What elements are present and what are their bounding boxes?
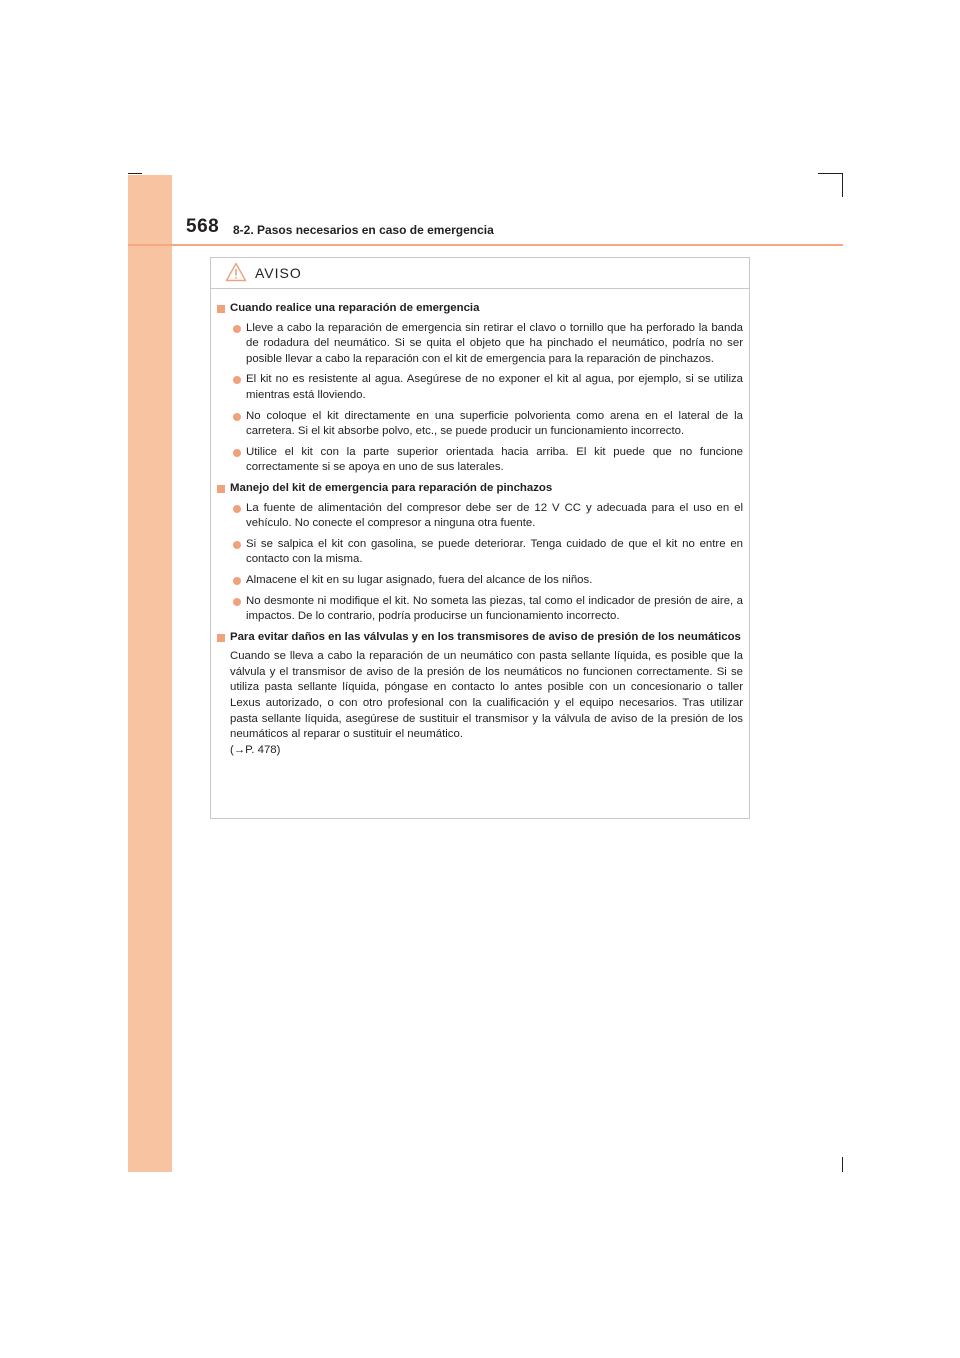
list-item-text: Almacene el kit en su lugar asignado, fuera del alcance de los niños.: [246, 573, 593, 586]
square-bullet-icon: [217, 305, 225, 313]
warning-box: [210, 257, 750, 819]
square-bullet-icon: [217, 485, 225, 493]
page-reference: (→P. 478): [230, 743, 281, 756]
list-item-text: Lleve a cabo la reparación de emergencia sin retirar el clavo o tornillo que ha perforado la banda de rodadura del neumático. Si se quita el objeto que ha pinchado el neumático, podría no ser posible llevar a cabo la reparación con el kit de emergencia para la reparación de pinchazos.: [246, 321, 743, 365]
list-item-text: Si se salpica el kit con gasolina, se puede deteriorar. Tenga cuidado de que el kit no entre en contacto con la misma.: [246, 537, 743, 566]
list-item-text: Utilice el kit con la parte superior orientada hacia arriba. El kit puede que no funcione correctamente si se apoya en uno de sus laterales.: [246, 445, 743, 474]
list-item-text: No desmonte ni modifique el kit. No someta las piezas, tal como el indicador de presión de aire, a impactos. De lo contrario, podría producirse un funcionamiento incorrecto.: [246, 594, 743, 623]
circle-bullet-icon: [233, 505, 241, 513]
section-title: 8-2. Pasos necesarios en caso de emergencia: [233, 223, 494, 237]
crop-mark-top-right-v: [842, 173, 843, 197]
circle-bullet-icon: [233, 413, 241, 421]
crop-mark-top-left: [128, 173, 142, 174]
list-item: [233, 409, 743, 440]
list-item: [233, 321, 743, 368]
list-item-text: El kit no es resistente al agua. Asegúrese de no exponer el kit al agua, por ejemplo, si se utiliza mientras está lloviendo.: [246, 373, 743, 401]
warning-paragraph: Cuando se lleva a cabo la reparación de un neumático con pasta sellante líquida, es posible que la válvula y el transmisor de aviso de la presión de los neumáticos no funcionen correctamente. Si se utiliza pasta sellante líquida, póngase en contacto lo antes posible con un concesionario o taller Lexus autorizado, o con otro profesional con la cualificación y el equipo necesarios. Tras utilizar pasta sellante líquida, asegúrese de sustituir el transmisor y la válvula de aviso de la presión de los neumáticos al reparar o sustituir el neumático.: [230, 650, 743, 741]
heading-text: Cuando realice una reparación de emergencia: [230, 302, 480, 314]
list-item-text: La fuente de alimentación del compresor debe ser de 12 V CC y adecuada para el uso en el vehículo. No conecte el compresor a ninguna otra fuente.: [246, 501, 743, 530]
list-item: [233, 372, 743, 403]
warning-triangle-icon: [225, 262, 247, 282]
list-item: [233, 537, 743, 568]
circle-bullet-icon: [233, 598, 241, 606]
list-item: [233, 501, 743, 532]
circle-bullet-icon: [233, 449, 241, 457]
list-item: [233, 573, 743, 589]
warning-heading: [217, 301, 743, 317]
warning-header: [211, 258, 749, 289]
list-item-text: No coloque el kit directamente en una superficie polvorienta como arena en el lateral de la carretera. Si el kit absorbe polvo, etc., se puede producir un funcionamiento incorrecto.: [246, 409, 743, 438]
circle-bullet-icon: [233, 376, 241, 384]
warning-heading: [217, 630, 743, 646]
warning-label: AVISO: [255, 265, 302, 281]
circle-bullet-icon: [233, 541, 241, 549]
warning-heading: [217, 481, 743, 497]
side-tab-band: [128, 175, 172, 1172]
circle-bullet-icon: [233, 325, 241, 333]
circle-bullet-icon: [233, 577, 241, 585]
crop-mark-bottom-right: [842, 1157, 843, 1172]
list-item: [233, 445, 743, 476]
heading-text: Para evitar daños en las válvulas y en los transmisores de aviso de presión de los neumáticos: [230, 630, 741, 643]
square-bullet-icon: [217, 634, 225, 642]
heading-text: Manejo del kit de emergencia para reparación de pinchazos: [230, 481, 553, 494]
list-item: [233, 594, 743, 625]
header-rule: [128, 244, 843, 246]
crop-mark-top-right-h: [818, 173, 842, 174]
warning-body: [211, 289, 749, 758]
page-number: 568: [186, 216, 220, 237]
